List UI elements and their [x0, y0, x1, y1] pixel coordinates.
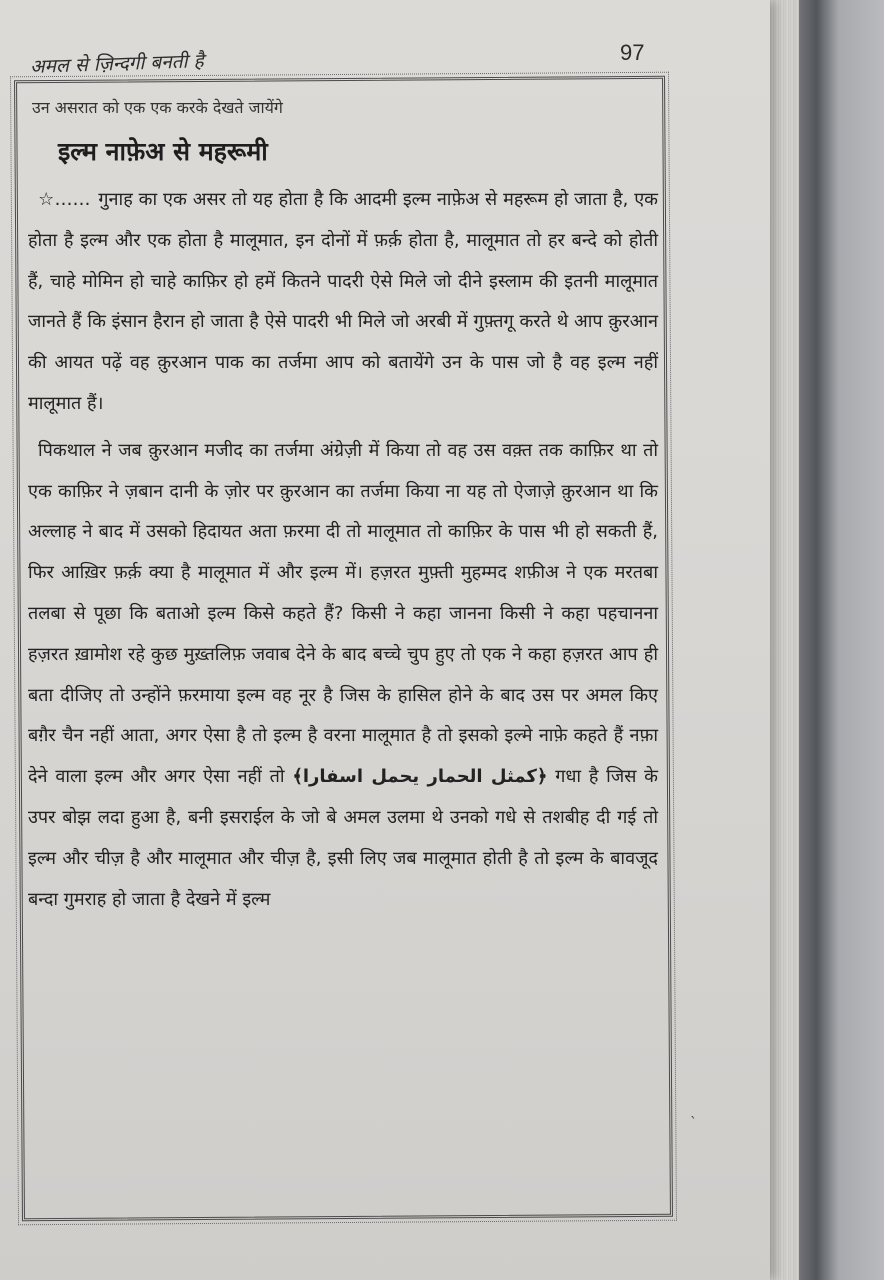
star-marker-icon: ☆……	[38, 189, 91, 210]
page-content	[28, 96, 658, 920]
intro-line: उन असरात को एक एक करके देखते जायेंगे	[32, 98, 283, 117]
paragraph-2-text-b: गधा है जिस के उपर बोझ लदा हुआ है, बनी इसराईल के जो बे अमल उलमा थे उनको गधे से तशबीह दी गई तो इल्म और चीज़ है और मालूमात और चीज़ है, इसी लिए जब मालूमात होती है तो इल्म के बावजूद बन्दा गुमराह हो जाता है देखने में इल्म	[28, 766, 658, 910]
section-heading: इल्म नाफ़ेअ से महरूमी	[58, 137, 268, 166]
margin-mark: ˎ	[690, 1103, 697, 1119]
running-title: अमल से ज़िन्दगी बनती है	[29, 49, 204, 79]
page-number: 97	[620, 40, 645, 65]
arabic-quote: ﴿كمثل الحمار يحمل اسفارا﴾	[292, 766, 548, 788]
paragraph-2-text-a: पिकथाल ने जब क़ुरआन मजीद का तर्जमा अंग्रेज़ी में किया तो वह उस वक़्त तक काफ़िर था तो एक काफ़िर ने ज़बान दानी के ज़ोर पर क़ुरआन का तर्जमा किया ना यह तो ऐजाज़े क़ुरआन था कि अल्लाह ने बाद में उसको हिदायत अता फ़रमा दी तो मालूमात तो काफ़िर के पास भी हो सकती हैं, फिर आख़िर फ़र्क़ क्या है मालूमात में और इल्म में। हज़रत मुफ़्ती मुहम्मद शफ़ीअ ने एक मरतबा तलबा से पूछा कि बताओ इल्म किसे कहते हैं? किसी ने कहा जानना किसी ने कहा पहचानना हज़रत ख़ामोश रहे कुछ मुख़्तलिफ़ जवाब देने के बाद बच्चे चुप हुए तो एक ने कहा हज़रत आप ही बता दीजिए तो उन्होंने फ़रमाया इल्म वह नूर है जिस के हासिल होने के बाद उस पर अमल किए बग़ैर चैन नहीं आता, अगर ऐसा है तो इल्म है वरना मालूमात है तो इसको इल्मे नाफ़े कहते हैं नफ़ा देने वाला इल्म और अगर ऐसा नहीं तो	[28, 439, 658, 788]
paragraph-2	[28, 431, 658, 921]
paragraph-1-text: गुनाह का एक असर तो यह होता है कि आदमी इल्म नाफ़ेअ से महरूम हो जाता है, एक होता है इल्म और एक होता है मालूमात, इन दोनों में फ़र्क़ होता है, मालूमात तो हर बन्दे को होती हैं, चाहे मोमिन हो चाहे काफ़िर हो हमें कितने पादरी ऐसे मिले जो दीने इस्लाम की इतनी मालूमात जानते हैं कि इंसान हैरान हो जाता है ऐसे पादरी भी मिले जो अरबी में गुफ़्तगू करते थे आप क़ुरआन की आयत पढ़ें वह क़ुरआन पाक का तर्जमा आप को बतायेंगे उन के पास जो है वह इल्म नहीं मालूमात हैं।	[28, 189, 658, 414]
paragraph-1	[28, 180, 658, 425]
